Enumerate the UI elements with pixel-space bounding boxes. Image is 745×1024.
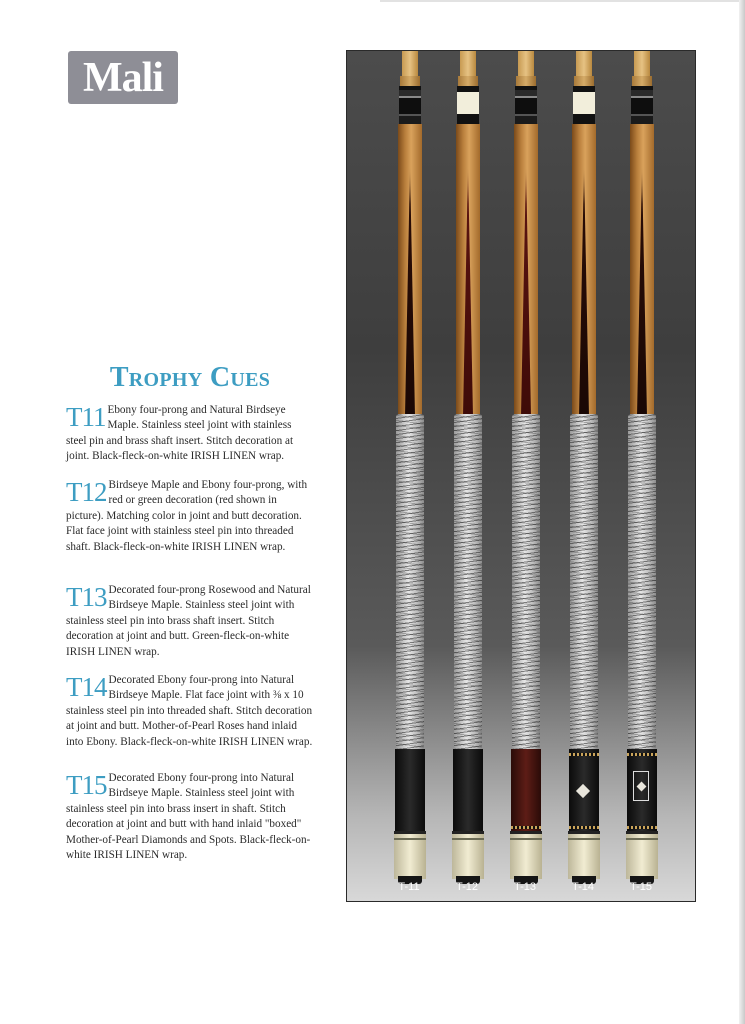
product-text: Ebony four-prong and Natural Birdseye Maple. Stainless steel joint with stainless steel pin and brass shaft insert. Stitch decoration at joint. Black-fleck-on-white IRISH LINEN wrap. <box>66 404 294 463</box>
cue-t12 <box>451 51 485 902</box>
product-description-t12 <box>66 478 314 555</box>
product-text: Decorated four-prong Rosewood and Natural Birdseye Maple. Stainless steel joint with stainless steel pin into brass shaft insert. Stitch decoration at joint and butt. Green-fleck-on-white IRISH LINEN wrap. <box>66 584 311 658</box>
product-text: Birdseye Maple and Ebony four-prong, with red or green decoration (red shown in picture). Matching color in joint and butt decoration. Flat face joint with stainless steel pin into threaded shaft. Black-fleck-on-white IRISH LINEN wrap. <box>66 479 308 553</box>
product-code: T12 <box>66 477 107 507</box>
product-description-t14 <box>66 673 314 750</box>
product-description-t15 <box>66 771 314 863</box>
cue-t14 <box>567 51 601 902</box>
cue-label: T-12 <box>455 881 478 893</box>
cue-label: T-15 <box>629 881 652 893</box>
linen-wrap <box>512 414 540 749</box>
product-description-t13 <box>66 583 314 660</box>
cue-product-photo <box>346 50 696 902</box>
page-right-edge <box>739 0 745 1024</box>
cue-t15 <box>625 51 659 902</box>
page-top-edge <box>380 0 745 2</box>
product-code: T13 <box>66 582 107 612</box>
cue-label: T-11 <box>398 881 420 893</box>
section-title: Trophy Cues <box>109 362 271 393</box>
product-code: T14 <box>66 672 107 702</box>
linen-wrap <box>396 414 424 749</box>
linen-wrap <box>454 414 482 749</box>
linen-wrap <box>570 414 598 749</box>
cue-label: T-14 <box>571 881 594 893</box>
product-code: T11 <box>66 402 106 432</box>
brand-logo <box>68 51 178 104</box>
cue-t13 <box>509 51 543 902</box>
boxed-diamond-inlay <box>633 771 649 801</box>
product-text: Decorated Ebony four-prong into Natural Birdseye Maple. Stainless steel joint with stainless steel pin into brass insert in shaft. Stitch decoration at joint and butt with hand inlaid "boxed" Mother-of-Pearl Diamonds and Spots. Black-fleck-on-white IRISH LINEN wrap. <box>66 772 311 862</box>
cue-label: T-13 <box>513 881 536 893</box>
cue-t11 <box>393 51 427 902</box>
product-text: Decorated Ebony four-prong into Natural Birdseye Maple. Flat face joint with ⅜ x 10 stainless steel pin into threaded shaft. Stitch decoration at joint and butt. Mother-of-Pearl Roses hand inlaid into Ebony. Black-fleck-on-white IRISH LINEN wrap. <box>66 674 313 748</box>
brand-name: Mali <box>83 54 163 101</box>
product-code: T15 <box>66 770 107 800</box>
product-description-t11 <box>66 403 314 465</box>
linen-wrap <box>628 414 656 749</box>
